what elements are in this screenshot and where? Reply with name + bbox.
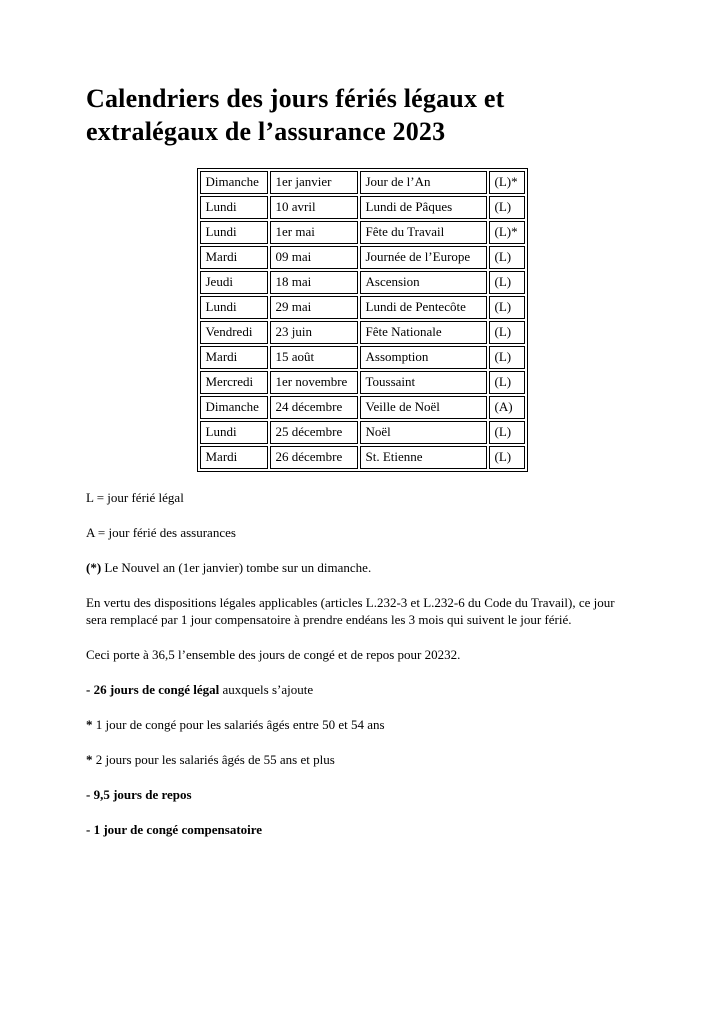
code-cell: (L) (489, 271, 525, 294)
date-cell: 1er novembre (270, 371, 358, 394)
day-cell: Dimanche (200, 171, 268, 194)
table-row (200, 396, 525, 419)
holidays-table (197, 168, 528, 472)
holiday-cell: Fête Nationale (360, 321, 487, 344)
code-cell: (L)* (489, 221, 525, 244)
day-cell: Lundi (200, 221, 268, 244)
code-cell: (A) (489, 396, 525, 419)
legend-a: A = jour férié des assurances (86, 525, 236, 540)
date-cell: 25 décembre (270, 421, 358, 444)
date-cell: 1er janvier (270, 171, 358, 194)
holiday-cell: Lundi de Pentecôte (360, 296, 487, 319)
day-cell: Lundi (200, 421, 268, 444)
day-cell: Mardi (200, 346, 268, 369)
footnote-text: Le Nouvel an (1er janvier) tombe sur un dimanche. (101, 560, 372, 575)
table-row (200, 446, 525, 469)
day-cell: Lundi (200, 196, 268, 219)
age-55-text: 2 jours pour les salariés âgés de 55 ans et plus (92, 752, 335, 767)
date-cell: 10 avril (270, 196, 358, 219)
code-cell: (L) (489, 321, 525, 344)
holiday-cell: St. Etienne (360, 446, 487, 469)
line-conge-legal (86, 681, 638, 698)
table-row (200, 221, 525, 244)
code-cell: (L) (489, 446, 525, 469)
code-cell: (L) (489, 196, 525, 219)
age-50-marker: * (86, 717, 93, 732)
age-50-text: 1 jour de congé pour les salariés âgés entre 50 et 54 ans (92, 717, 385, 732)
code-cell: (L)* (489, 171, 525, 194)
table-row (200, 271, 525, 294)
holiday-cell: Toussaint (360, 371, 487, 394)
date-cell: 18 mai (270, 271, 358, 294)
footnote-marker: (*) (86, 560, 102, 575)
holiday-cell: Lundi de Pâques (360, 196, 487, 219)
table-row (200, 171, 525, 194)
page-title: Calendriers des jours fériés légaux et extralégaux de l’assurance 2023 (86, 84, 505, 146)
date-cell: 15 août (270, 346, 358, 369)
day-cell: Jeudi (200, 271, 268, 294)
paragraph-legal: En vertu des dispositions légales applicables (articles L.232-3 et L.232-6 du Code du Travail), ce jour sera remplacé par 1 jour compensatoire à prendre endéans les 3 mois qui suivent le jour férié. (86, 595, 615, 627)
date-cell: 09 mai (270, 246, 358, 269)
holiday-cell: Noël (360, 421, 487, 444)
holiday-cell: Veille de Noël (360, 396, 487, 419)
notes-section (86, 489, 638, 838)
line-repos: - 9,5 jours de repos (86, 787, 192, 802)
table-row (200, 346, 525, 369)
age-55-marker: * (86, 752, 93, 767)
holiday-cell: Jour de l’An (360, 171, 487, 194)
footnote (86, 559, 638, 576)
date-cell: 23 juin (270, 321, 358, 344)
table-row (200, 421, 525, 444)
holiday-cell: Ascension (360, 271, 487, 294)
date-cell: 24 décembre (270, 396, 358, 419)
holiday-cell: Fête du Travail (360, 221, 487, 244)
date-cell: 29 mai (270, 296, 358, 319)
day-cell: Lundi (200, 296, 268, 319)
table-row (200, 321, 525, 344)
date-cell: 1er mai (270, 221, 358, 244)
paragraph-total: Ceci porte à 36,5 l’ensemble des jours de congé et de repos pour 20232. (86, 647, 461, 662)
table-row (200, 296, 525, 319)
line-age-55 (86, 751, 638, 768)
day-cell: Mardi (200, 446, 268, 469)
legend-l: L = jour férié légal (86, 490, 184, 505)
line-age-50-54 (86, 716, 638, 733)
date-cell: 26 décembre (270, 446, 358, 469)
holiday-cell: Assomption (360, 346, 487, 369)
code-cell: (L) (489, 296, 525, 319)
table-row (200, 246, 525, 269)
code-cell: (L) (489, 371, 525, 394)
holiday-cell: Journée de l’Europe (360, 246, 487, 269)
code-cell: (L) (489, 421, 525, 444)
day-cell: Mercredi (200, 371, 268, 394)
line-compensatoire: - 1 jour de congé compensatoire (86, 822, 263, 837)
day-cell: Vendredi (200, 321, 268, 344)
conge-legal-rest: auxquels s’ajoute (219, 682, 314, 697)
table-row (200, 371, 525, 394)
code-cell: (L) (489, 246, 525, 269)
code-cell: (L) (489, 346, 525, 369)
day-cell: Dimanche (200, 396, 268, 419)
conge-legal-bold: - 26 jours de congé légal (86, 682, 220, 697)
day-cell: Mardi (200, 246, 268, 269)
table-row (200, 196, 525, 219)
